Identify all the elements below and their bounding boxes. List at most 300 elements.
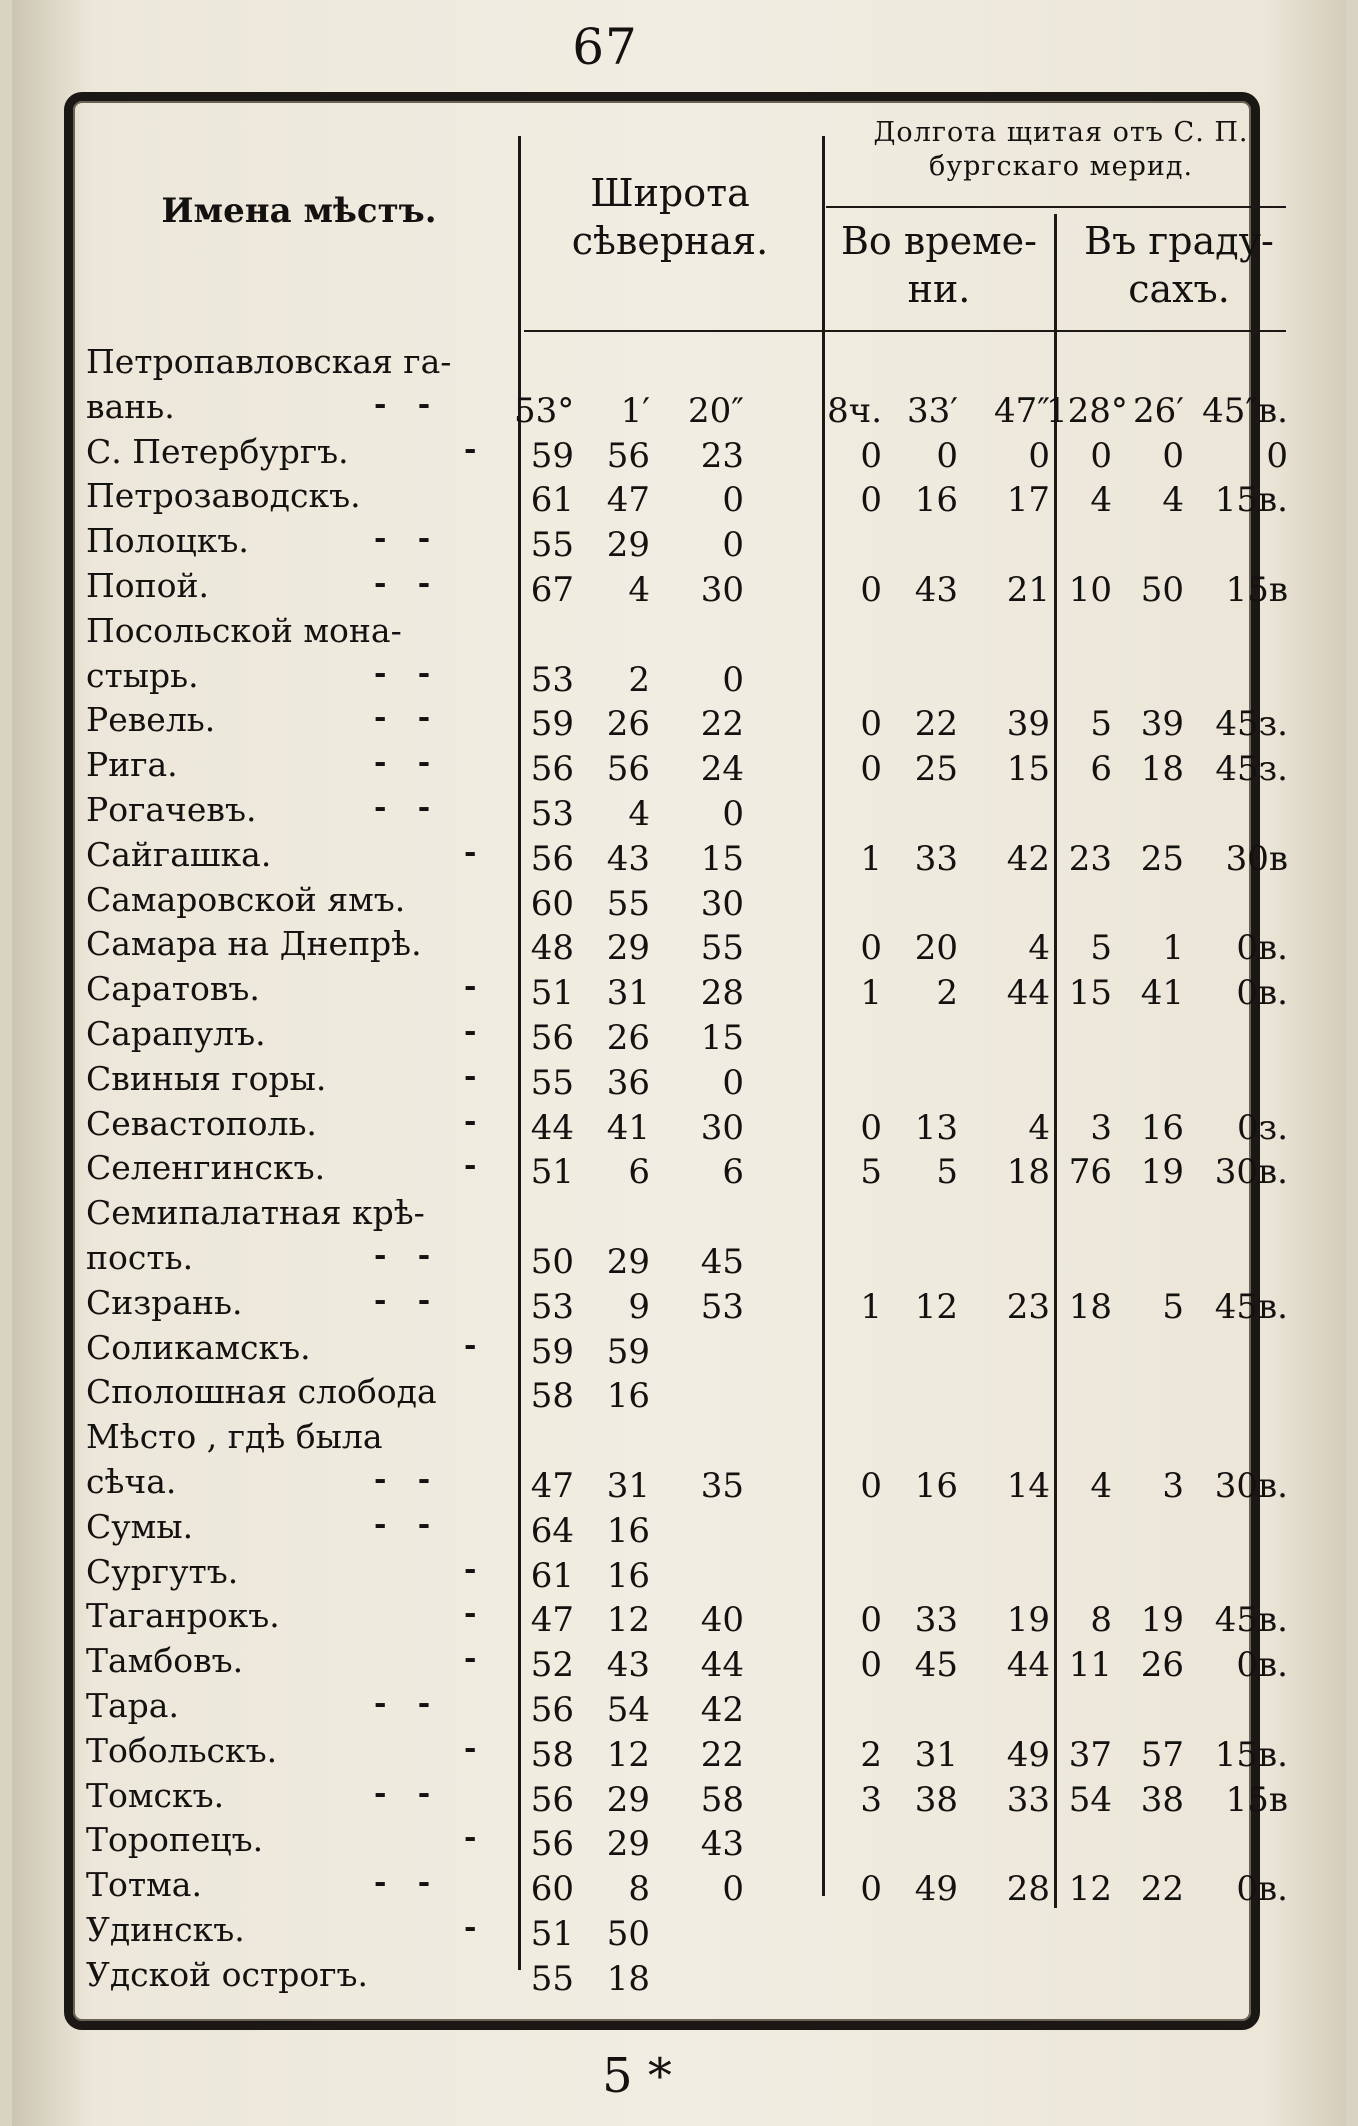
place-name: Петропавловская га-: [86, 342, 452, 381]
longitude-degrees-cell: 18: [1068, 1286, 1112, 1327]
latitude-cell: 50: [530, 1241, 574, 1282]
place-name: Тара.: [86, 1685, 179, 1725]
leader-dash: - -: [374, 1685, 431, 1721]
latitude-cell: 4: [628, 569, 650, 610]
longitude-time-cell: 14: [1006, 1465, 1050, 1506]
leader-dash: -: [464, 834, 477, 870]
latitude-cell: 56: [530, 1017, 574, 1058]
latitude-cell: 47: [606, 480, 650, 521]
header-longitude: Долгота щитая отъ С. П. бургскаго мерид.: [873, 117, 1249, 182]
longitude-degrees-cell: 30в.: [1214, 1152, 1288, 1193]
longitude-degrees-cell: 45″в.: [1202, 390, 1288, 431]
longitude-time-cell: 38: [914, 1779, 958, 1820]
latitude-cell: 0: [722, 525, 744, 566]
longitude-degrees-cell: 4: [1090, 480, 1112, 521]
longitude-degrees-cell: 15в: [1225, 569, 1288, 610]
table-row: [84, 1775, 1288, 1821]
leader-dash: -: [464, 1058, 477, 1094]
longitude-degrees-cell: 15в.: [1214, 1734, 1288, 1775]
latitude-cell: 47: [530, 1465, 574, 1506]
table-row: [84, 565, 1288, 611]
leader-dash: -: [464, 1730, 477, 1766]
longitude-time-cell: 5: [936, 1152, 958, 1193]
place-name: Сайгашка.: [86, 834, 272, 874]
longitude-time-cell: 0: [860, 1600, 882, 1641]
leader-dash: - -: [374, 700, 431, 736]
longitude-degrees-cell: 30в: [1225, 838, 1288, 879]
latitude-cell: 22: [700, 704, 744, 745]
longitude-time-cell: 19: [1006, 1600, 1050, 1641]
longitude-time-cell: 44: [1006, 1645, 1050, 1686]
longitude-degrees-cell: 0: [1162, 435, 1184, 476]
longitude-time-cell: 0: [860, 1107, 882, 1148]
header-place-names: Имена мѣстъ.: [161, 191, 437, 231]
leader-dash: - -: [374, 745, 431, 781]
table-row: [84, 1148, 1288, 1193]
latitude-cell: 22: [700, 1734, 744, 1775]
leader-dash: -: [464, 969, 477, 1005]
longitude-time-cell: 12: [914, 1286, 958, 1327]
latitude-cell: 26: [606, 1017, 650, 1058]
place-name: стырь.: [86, 655, 199, 695]
place-name: Сизрань.: [86, 1282, 243, 1322]
latitude-cell: 58: [530, 1376, 574, 1417]
longitude-degrees-cell: 16: [1140, 1107, 1184, 1148]
latitude-cell: 28: [700, 973, 744, 1014]
longitude-degrees-cell: 23: [1068, 838, 1112, 879]
longitude-time-cell: 0: [860, 1645, 882, 1686]
place-name: Рига.: [86, 745, 178, 785]
place-name: Томскъ.: [86, 1775, 225, 1815]
place-name: Петрозаводскъ.: [86, 476, 361, 516]
latitude-cell: 16: [606, 1555, 650, 1596]
longitude-degrees-cell: 30в.: [1214, 1465, 1288, 1506]
latitude-cell: 15: [700, 1017, 744, 1058]
longitude-time-cell: 0: [860, 704, 882, 745]
longitude-time-cell: 47″: [994, 390, 1050, 431]
place-name: Полоцкъ.: [86, 521, 249, 561]
latitude-cell: 12: [606, 1734, 650, 1775]
latitude-cell: 29: [606, 1824, 650, 1865]
longitude-time-cell: 0: [860, 928, 882, 969]
longitude-time-cell: 8ч.: [827, 390, 882, 431]
latitude-cell: 56: [606, 435, 650, 476]
latitude-cell: 67: [530, 569, 574, 610]
place-name: Сумы.: [86, 1506, 194, 1546]
longitude-degrees-cell: 26: [1140, 1645, 1184, 1686]
header-rule: [826, 206, 1286, 208]
place-name: Свиныя горы.: [86, 1058, 327, 1098]
page-number: 67: [572, 18, 638, 76]
longitude-time-cell: 2: [860, 1734, 882, 1775]
table-row: [84, 1059, 1224, 1104]
longitude-degrees-cell: 19: [1140, 1600, 1184, 1641]
latitude-cell: 9: [628, 1286, 650, 1327]
latitude-cell: 51: [530, 1152, 574, 1193]
latitude-cell: 29: [606, 1241, 650, 1282]
latitude-cell: 60: [530, 1869, 574, 1910]
longitude-time-cell: 15: [1006, 749, 1050, 790]
table-row: [84, 1238, 1224, 1283]
longitude-degrees-cell: 76: [1068, 1152, 1112, 1193]
latitude-cell: 56: [530, 1779, 574, 1820]
latitude-cell: 59: [606, 1331, 650, 1372]
latitude-cell: 4: [628, 793, 650, 834]
place-name: Удской острогъ.: [86, 1954, 368, 1994]
header-rule: [524, 330, 1286, 332]
longitude-time-cell: 33′: [907, 390, 958, 431]
longitude-time-cell: 42: [1006, 838, 1050, 879]
latitude-cell: 48: [530, 928, 574, 969]
table-row: [84, 790, 1224, 835]
latitude-cell: 45: [700, 1241, 744, 1282]
table-row: [84, 1552, 1224, 1597]
leader-dash: -: [464, 1327, 477, 1363]
latitude-cell: 55: [530, 1958, 574, 1999]
latitude-cell: 26: [606, 704, 650, 745]
place-name: Попой.: [86, 565, 209, 605]
latitude-cell: 15: [700, 838, 744, 879]
latitude-cell: 59: [530, 704, 574, 745]
latitude-cell: 55: [530, 525, 574, 566]
longitude-time-cell: 0: [860, 1869, 882, 1910]
longitude-degrees-cell: 3: [1090, 1107, 1112, 1148]
longitude-time-cell: 43: [914, 569, 958, 610]
latitude-cell: 1′: [620, 390, 650, 431]
longitude-degrees-cell: 50: [1140, 569, 1184, 610]
leader-dash: -: [464, 1103, 477, 1139]
latitude-cell: 61: [530, 480, 574, 521]
latitude-cell: 59: [530, 435, 574, 476]
longitude-time-cell: 20: [914, 928, 958, 969]
latitude-cell: 43: [606, 838, 650, 879]
longitude-degrees-cell: 5: [1090, 704, 1112, 745]
longitude-degrees-cell: 15в: [1225, 1779, 1288, 1820]
table-row: [84, 656, 1224, 701]
place-name: пость.: [86, 1237, 194, 1277]
longitude-time-cell: 49: [1006, 1734, 1050, 1775]
latitude-cell: 35: [700, 1465, 744, 1506]
longitude-time-cell: 3: [860, 1779, 882, 1820]
table-row: [84, 700, 1288, 745]
latitude-cell: 29: [606, 928, 650, 969]
longitude-time-cell: 23: [1006, 1286, 1050, 1327]
latitude-cell: 51: [530, 1913, 574, 1954]
leader-dash: -: [464, 1551, 477, 1587]
latitude-cell: 29: [606, 525, 650, 566]
longitude-degrees-cell: 6: [1090, 749, 1112, 790]
longitude-degrees-cell: 26′: [1133, 390, 1184, 431]
latitude-cell: 53: [530, 1286, 574, 1327]
longitude-time-cell: 18: [1006, 1152, 1050, 1193]
latitude-cell: 16: [606, 1376, 650, 1417]
longitude-degrees-cell: 38: [1140, 1779, 1184, 1820]
latitude-cell: 44: [700, 1645, 744, 1686]
table-row: [84, 924, 1288, 969]
longitude-degrees-cell: 39: [1140, 704, 1184, 745]
longitude-degrees-cell: 0в.: [1236, 928, 1288, 969]
place-name: Севастополь.: [86, 1103, 317, 1143]
place-name: Самара на Днепрѣ.: [86, 924, 422, 964]
latitude-cell: 55: [700, 928, 744, 969]
place-name: Рогачевъ.: [86, 789, 257, 829]
latitude-cell: 31: [606, 973, 650, 1014]
place-name: Сургутъ.: [86, 1551, 239, 1591]
table-row: [84, 1461, 1288, 1507]
place-name: Соликамскъ.: [86, 1327, 311, 1367]
longitude-time-cell: 0: [936, 435, 958, 476]
longitude-time-cell: 39: [1006, 704, 1050, 745]
longitude-time-cell: 4: [1028, 1107, 1050, 1148]
place-name: Ревель.: [86, 700, 216, 740]
leader-dash: -: [464, 431, 477, 467]
leader-dash: - -: [374, 386, 431, 422]
table-row: [84, 476, 1288, 521]
table-row: [84, 1865, 1288, 1910]
latitude-cell: 6: [628, 1152, 650, 1193]
longitude-time-cell: 21: [1006, 569, 1050, 610]
longitude-degrees-cell: 45в.: [1214, 1600, 1288, 1641]
table-row: [84, 431, 1288, 477]
table-row: [84, 1955, 1224, 2000]
place-name: Тамбовъ.: [86, 1641, 244, 1681]
longitude-degrees-cell: 41: [1140, 973, 1184, 1014]
longitude-degrees-cell: 3: [1162, 1465, 1184, 1506]
latitude-cell: 50: [606, 1913, 650, 1954]
longitude-time-cell: 0: [860, 749, 882, 790]
latitude-cell: 2: [628, 659, 650, 700]
latitude-cell: 16: [606, 1510, 650, 1551]
longitude-degrees-cell: 11: [1068, 1645, 1112, 1686]
table-row: [84, 1820, 1224, 1865]
leader-dash: -: [464, 1820, 477, 1856]
table-row: [84, 386, 1288, 432]
header-in-degrees: Въ граду-сахъ.: [1084, 219, 1274, 311]
table-row: [84, 745, 1288, 790]
place-name: вань.: [86, 386, 175, 426]
place-name: Мѣсто , гдѣ была: [86, 1417, 383, 1457]
leader-dash: - -: [374, 1461, 431, 1497]
longitude-degrees-cell: 5: [1090, 928, 1112, 969]
latitude-cell: 30: [700, 569, 744, 610]
latitude-cell: 64: [530, 1510, 574, 1551]
latitude-cell: 40: [700, 1600, 744, 1641]
longitude-time-cell: 44: [1006, 973, 1050, 1014]
longitude-degrees-cell: 57: [1140, 1734, 1184, 1775]
latitude-cell: 0: [722, 1869, 744, 1910]
leader-dash: - -: [374, 789, 431, 825]
longitude-degrees-cell: 45з.: [1215, 749, 1288, 790]
longitude-time-cell: 0: [1028, 435, 1050, 476]
longitude-degrees-cell: 12: [1068, 1869, 1112, 1910]
latitude-cell: 51: [530, 973, 574, 1014]
latitude-cell: 29: [606, 1779, 650, 1820]
latitude-cell: 36: [606, 1062, 650, 1103]
leader-dash: - -: [374, 565, 431, 601]
longitude-time-cell: 0: [860, 569, 882, 610]
longitude-degrees-cell: 15: [1068, 973, 1112, 1014]
leader-dash: - -: [374, 1506, 431, 1542]
book-page: [12, 0, 1346, 2126]
latitude-cell: 0: [722, 480, 744, 521]
place-name: Тобольскъ.: [86, 1730, 278, 1770]
longitude-degrees-cell: 19: [1140, 1152, 1184, 1193]
table-row: [84, 1193, 1224, 1238]
place-name: Сполошная слобода: [86, 1372, 437, 1412]
longitude-degrees-cell: 0з.: [1237, 1107, 1288, 1148]
table-row: [84, 834, 1288, 880]
table-body: [84, 342, 1288, 1999]
place-name: сѣча.: [86, 1461, 177, 1501]
longitude-time-cell: 33: [1006, 1779, 1050, 1820]
longitude-degrees-cell: 45в.: [1214, 1286, 1288, 1327]
latitude-cell: 58: [530, 1734, 574, 1775]
leader-dash: - -: [374, 1282, 431, 1318]
latitude-cell: 24: [700, 749, 744, 790]
table-row: [84, 1910, 1224, 1955]
longitude-degrees-cell: 10: [1068, 569, 1112, 610]
leader-dash: - -: [374, 655, 431, 691]
latitude-cell: 47: [530, 1600, 574, 1641]
longitude-degrees-cell: 1: [1162, 928, 1184, 969]
latitude-cell: 53: [530, 659, 574, 700]
longitude-time-cell: 31: [914, 1734, 958, 1775]
signature-mark: 5 *: [602, 2048, 672, 2104]
longitude-degrees-cell: 15в.: [1214, 480, 1288, 521]
longitude-time-cell: 1: [860, 838, 882, 879]
longitude-time-cell: 28: [1006, 1869, 1050, 1910]
latitude-cell: 56: [530, 749, 574, 790]
longitude-time-cell: 1: [860, 1286, 882, 1327]
longitude-time-cell: 2: [936, 973, 958, 1014]
longitude-time-cell: 25: [914, 749, 958, 790]
longitude-time-cell: 49: [914, 1869, 958, 1910]
table-row: [84, 880, 1224, 925]
leader-dash: -: [464, 1596, 477, 1632]
latitude-cell: 55: [606, 883, 650, 924]
longitude-degrees-cell: 128°: [1046, 390, 1128, 431]
latitude-cell: 0: [722, 1062, 744, 1103]
coordinates-table: [84, 110, 1288, 1999]
latitude-cell: 56: [530, 1689, 574, 1730]
latitude-cell: 44: [530, 1107, 574, 1148]
longitude-degrees-cell: 0в.: [1236, 1869, 1288, 1910]
latitude-cell: 56: [530, 838, 574, 879]
longitude-time-cell: 45: [914, 1645, 958, 1686]
longitude-time-cell: 13: [914, 1107, 958, 1148]
place-name: Селенгинскъ.: [86, 1148, 326, 1188]
place-name: Таганрокъ.: [86, 1596, 280, 1636]
latitude-cell: 20″: [688, 390, 744, 431]
longitude-time-cell: 33: [914, 838, 958, 879]
latitude-cell: 41: [606, 1107, 650, 1148]
table-row: [84, 1282, 1288, 1328]
latitude-cell: 23: [700, 435, 744, 476]
longitude-time-cell: 4: [1028, 928, 1050, 969]
place-name: Удинскъ.: [86, 1909, 245, 1949]
leader-dash: -: [464, 1909, 477, 1945]
longitude-degrees-cell: 4: [1162, 480, 1184, 521]
latitude-cell: 18: [606, 1958, 650, 1999]
latitude-cell: 56: [606, 749, 650, 790]
latitude-cell: 8: [628, 1869, 650, 1910]
leader-dash: -: [464, 1148, 477, 1184]
table-row: [84, 1507, 1224, 1552]
latitude-cell: 12: [606, 1600, 650, 1641]
latitude-cell: 58: [700, 1779, 744, 1820]
latitude-cell: 30: [700, 883, 744, 924]
latitude-cell: 0: [722, 659, 744, 700]
leader-dash: - -: [374, 521, 431, 557]
leader-dash: -: [464, 1641, 477, 1677]
longitude-degrees-cell: 54: [1068, 1779, 1112, 1820]
table-row: [84, 1596, 1288, 1641]
latitude-cell: 53: [530, 793, 574, 834]
longitude-degrees-cell: 18: [1140, 749, 1184, 790]
longitude-degrees-cell: 0в.: [1236, 1645, 1288, 1686]
latitude-cell: 43: [700, 1824, 744, 1865]
place-name: Семипалатная крѣ-: [86, 1193, 425, 1233]
table-row: [84, 1103, 1288, 1149]
longitude-degrees-cell: 37: [1068, 1734, 1112, 1775]
longitude-degrees-cell: 8: [1090, 1600, 1112, 1641]
longitude-time-cell: 33: [914, 1600, 958, 1641]
latitude-cell: 0: [722, 793, 744, 834]
latitude-cell: 59: [530, 1331, 574, 1372]
latitude-cell: 56: [530, 1824, 574, 1865]
longitude-degrees-cell: 45з.: [1215, 704, 1288, 745]
longitude-time-cell: 0: [860, 480, 882, 521]
longitude-time-cell: 22: [914, 704, 958, 745]
table-row: [84, 1686, 1224, 1731]
latitude-cell: 6: [722, 1152, 744, 1193]
table-row: [84, 1372, 1224, 1417]
latitude-cell: 61: [530, 1555, 574, 1596]
leader-dash: - -: [374, 1865, 431, 1901]
latitude-cell: 31: [606, 1465, 650, 1506]
latitude-cell: 53: [700, 1286, 744, 1327]
place-name: Тотма.: [86, 1865, 202, 1905]
longitude-time-cell: 5: [860, 1152, 882, 1193]
longitude-degrees-cell: 25: [1140, 838, 1184, 879]
latitude-cell: 53°: [514, 390, 575, 431]
leader-dash: -: [464, 1013, 477, 1049]
latitude-cell: 43: [606, 1645, 650, 1686]
place-name: Посольской мона-: [86, 610, 402, 650]
latitude-cell: 54: [606, 1689, 650, 1730]
header-latitude: Широта сѣверная.: [571, 171, 769, 263]
longitude-time-cell: 16: [914, 480, 958, 521]
leader-dash: - -: [374, 1775, 431, 1811]
longitude-time-cell: 1: [860, 973, 882, 1014]
table-row: [84, 521, 1224, 566]
longitude-degrees-cell: 4: [1090, 1465, 1112, 1506]
latitude-cell: 52: [530, 1645, 574, 1686]
table-row: [84, 969, 1288, 1014]
longitude-time-cell: 0: [860, 435, 882, 476]
header-in-time: Во време-ни.: [841, 219, 1037, 311]
longitude-degrees-cell: 0в.: [1236, 973, 1288, 1014]
table-row: [84, 1328, 1224, 1373]
table-row: [84, 1730, 1288, 1776]
latitude-cell: 60: [530, 883, 574, 924]
longitude-degrees-cell: 22: [1140, 1869, 1184, 1910]
place-name: Сарапулъ.: [86, 1013, 266, 1053]
place-name: Самаровской ямъ.: [86, 879, 406, 919]
longitude-degrees-cell: 0: [1090, 435, 1112, 476]
table-row: [84, 1641, 1288, 1686]
place-name: Саратовъ.: [86, 969, 260, 1009]
